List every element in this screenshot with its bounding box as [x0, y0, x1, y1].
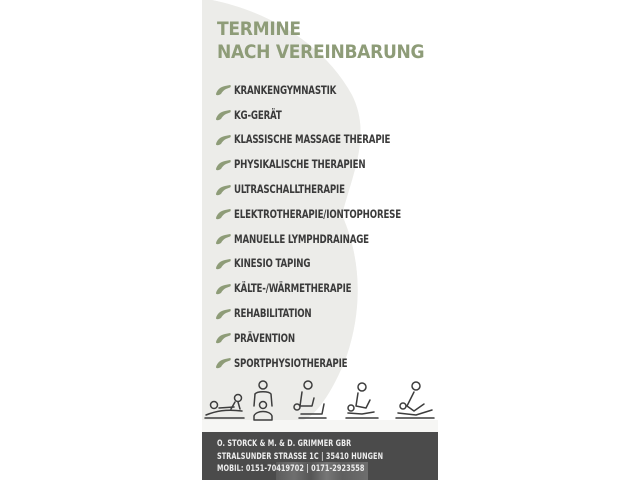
leaf-bullet-icon — [215, 208, 232, 220]
service-item — [215, 276, 428, 301]
service-item — [215, 227, 428, 252]
address: STRALSUNDER STRASSE 1C | 35410 HUNGEN — [217, 452, 384, 462]
leaf-bullet-icon — [215, 134, 232, 146]
service-item — [215, 252, 428, 277]
leaf-bullet-icon — [215, 159, 232, 171]
therapy-icons-row — [202, 378, 438, 426]
services-list — [215, 78, 428, 376]
company-name: O. STORCK & M. & D. GRIMMER GBR — [217, 439, 352, 449]
service-item — [215, 103, 428, 128]
service-label: SPORTPHYSIOTHERAPIE — [234, 356, 348, 370]
service-label: KÄLTE-/WÄRMETHERAPIE — [234, 282, 352, 296]
shoulder-treatment-icon — [254, 381, 272, 420]
contact-footer — [202, 432, 438, 480]
service-label: KLASSISCHE MASSAGE THERAPIE — [234, 133, 391, 147]
leaf-bullet-icon — [215, 233, 232, 245]
leaf-bullet-icon — [215, 308, 232, 320]
leaf-bullet-icon — [215, 258, 232, 270]
service-label: PRÄVENTION — [234, 331, 295, 345]
service-item — [215, 326, 428, 351]
service-label: KG-GERÄT — [234, 108, 282, 122]
service-label: MANUELLE LYMPHDRAINAGE — [234, 232, 369, 246]
leaf-bullet-icon — [215, 84, 232, 96]
back-treatment-icon — [396, 382, 434, 418]
title-line-2: NACH VEREINBARUNG — [217, 41, 425, 63]
title-line-1: TERMINE — [217, 18, 301, 40]
service-label: KINESIO TAPING — [234, 257, 311, 271]
leg-treatment-icon — [294, 381, 326, 418]
service-item — [215, 152, 428, 177]
service-item — [215, 301, 428, 326]
service-label: ULTRASCHALLTHERAPIE — [234, 183, 345, 197]
phone-numbers: MOBIL: 0151-70419702 | 0171-2923558 — [217, 464, 365, 474]
leaf-bullet-icon — [215, 332, 232, 344]
leaf-bullet-icon — [215, 357, 232, 369]
flyer-card — [202, 0, 438, 480]
assisted-stretch-icon — [346, 383, 378, 418]
service-label: ELEKTROTHERAPIE/IONTOPHORESE — [234, 207, 401, 221]
leaf-bullet-icon — [215, 109, 232, 121]
leaf-bullet-icon — [215, 283, 232, 295]
service-item — [215, 177, 428, 202]
service-label: PHYSIKALISCHE THERAPIEN — [234, 158, 366, 172]
leaf-bullet-icon — [215, 184, 232, 196]
page-title — [217, 18, 424, 64]
service-label: KRANKENGYMNASTIK — [234, 83, 337, 97]
service-item — [215, 128, 428, 153]
massage-lying-icon — [205, 395, 244, 419]
service-label: REHABILITATION — [234, 307, 312, 321]
service-item — [215, 351, 428, 376]
service-item — [215, 78, 428, 103]
service-item — [215, 202, 428, 227]
